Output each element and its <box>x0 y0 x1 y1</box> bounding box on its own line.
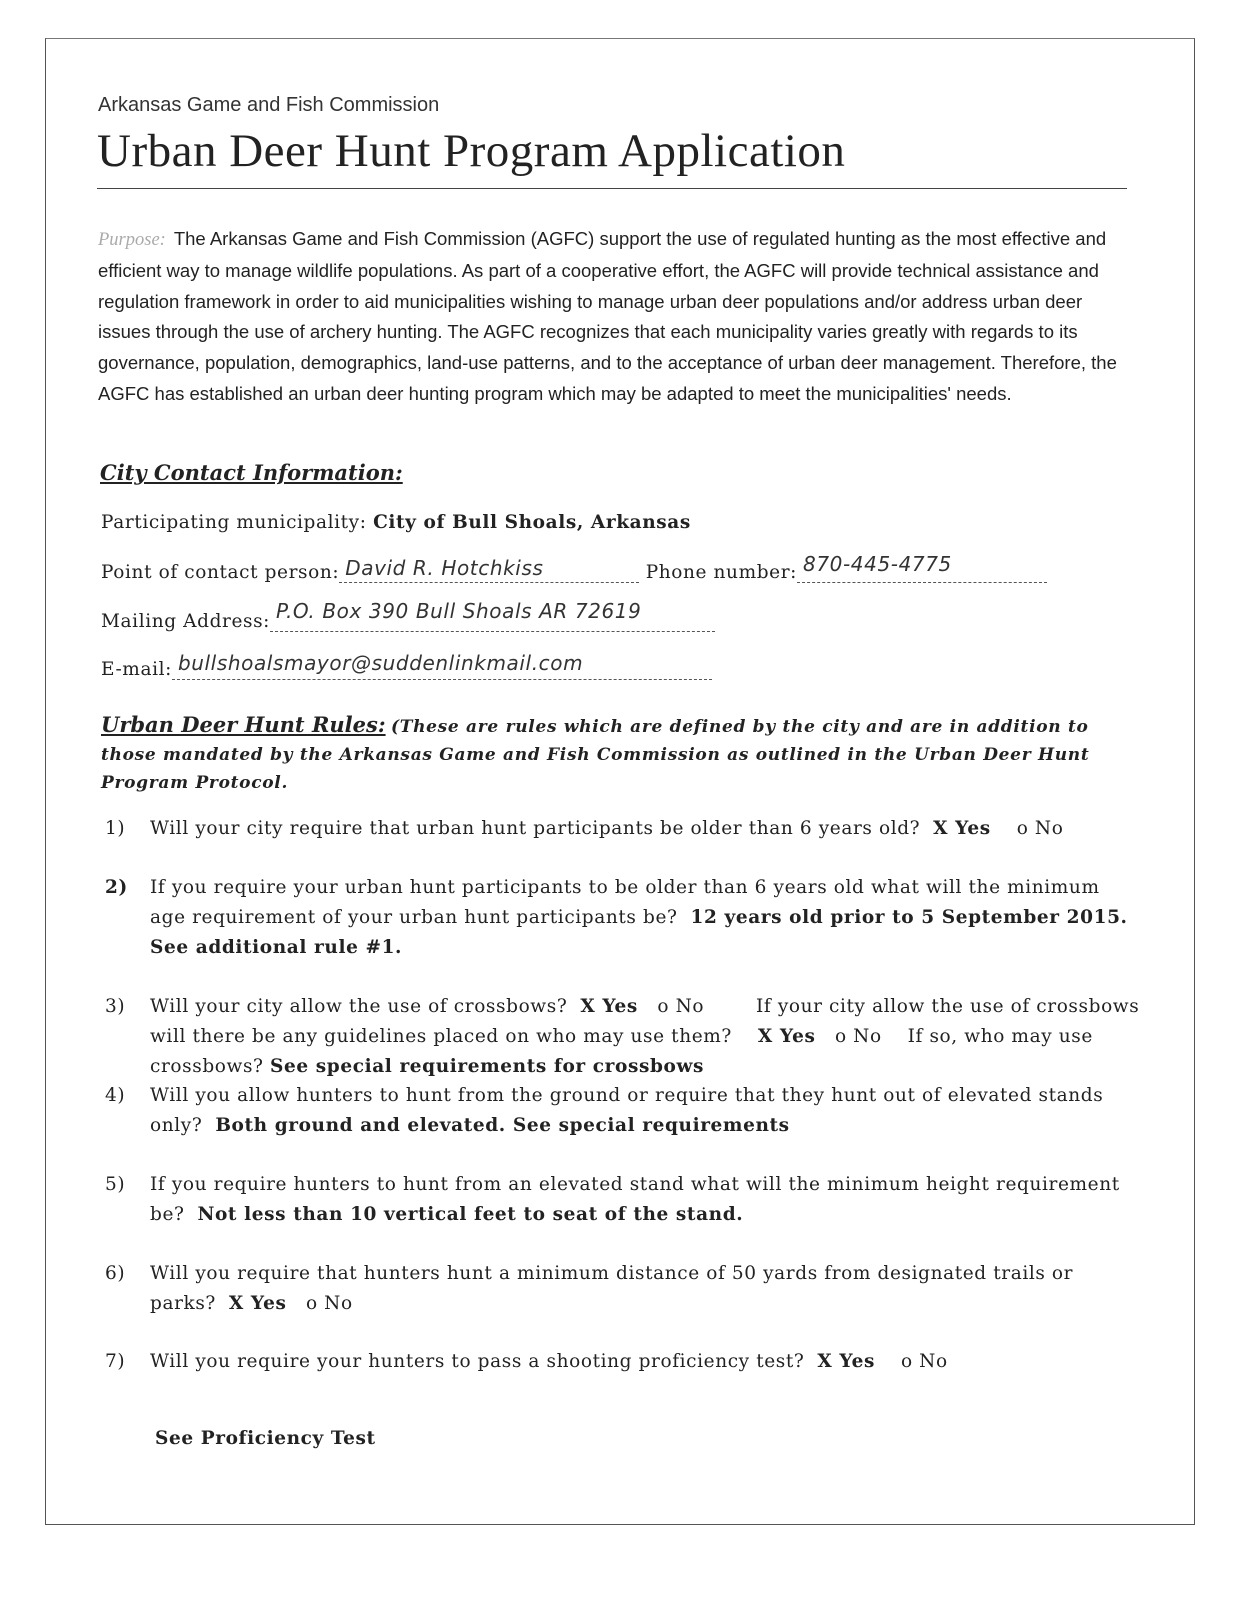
rules-heading: Urban Deer Hunt Rules: <box>101 712 386 737</box>
question-number: 7) <box>105 1351 126 1372</box>
question-text: Will you require your hunters to pass a shooting proficiency test? <box>150 1351 805 1372</box>
question-7 <box>100 1347 1140 1377</box>
email-row <box>101 651 712 680</box>
question-4 <box>100 1081 1140 1141</box>
question-number: 5) <box>105 1174 126 1195</box>
phone-label: Phone number: <box>645 562 797 583</box>
municipality-label: Participating municipality: <box>101 512 367 533</box>
municipality-value: City of Bull Shoals, Arkansas <box>373 512 691 533</box>
title-divider <box>97 188 1127 189</box>
question-number: 3) <box>105 996 126 1017</box>
question-number: 1) <box>105 818 126 839</box>
question-5 <box>100 1170 1140 1230</box>
address-field[interactable] <box>270 599 715 632</box>
purpose-label: Purpose: <box>98 230 166 250</box>
proficiency-test-note: See Proficiency Test <box>155 1428 376 1449</box>
address-row <box>101 599 715 632</box>
address-label: Mailing Address: <box>101 611 271 632</box>
person-value: David R. Hotchkiss <box>345 556 544 580</box>
question-text: Will you require that hunters hunt a minimum distance of 50 yards from designated trails or parks? <box>150 1263 1074 1314</box>
person-label: Point of contact person: <box>101 562 340 583</box>
question-text: If you require your urban hunt participants to be older than 6 years old what will the minimum age requirement of your urban hunt participants be? <box>150 877 1100 928</box>
question-1 <box>100 814 1140 844</box>
question-number: 6) <box>105 1263 126 1284</box>
question-number: 2) <box>105 877 128 898</box>
email-value: bullshoalsmayor@suddenlinkmail.com <box>177 651 584 675</box>
answer-text: 12 years old prior to 5 September 2015. See additional rule #1. <box>150 907 1128 958</box>
answer-yes-checked[interactable]: X Yes <box>817 1351 876 1372</box>
answer2-no-option[interactable]: o No <box>834 1026 882 1047</box>
organization-name: Arkansas Game and Fish Commission <box>98 94 440 116</box>
contact-person-row <box>101 552 1047 583</box>
question-text: Will your city require that urban hunt participants be older than 6 years old? <box>150 818 921 839</box>
address-value: P.O. Box 390 Bull Shoals AR 72619 <box>276 599 642 623</box>
answer-no-option[interactable]: o No <box>657 996 705 1017</box>
question-text: Will you allow hunters to hunt from the ground or require that they hunt out of elevated stands only? <box>150 1085 1104 1136</box>
purpose-paragraph <box>98 224 1138 410</box>
question-2 <box>100 873 1140 963</box>
answer-yes-checked[interactable]: X Yes <box>580 996 638 1017</box>
person-field[interactable] <box>339 558 639 583</box>
contact-heading: City Contact Information: <box>100 460 403 485</box>
question-text: If you require hunters to hunt from an elevated stand what will the minimum height requirement be? <box>150 1174 1120 1225</box>
answer-text: Both ground and elevated. See special requirements <box>215 1115 790 1136</box>
rules-intro: (These are rules which are defined by the city and are in addition to those mandated by the Arkansas Game and Fish Commission as outlined in the Urban Deer Hunt Program Protocol. <box>101 717 1090 793</box>
answer-no-option[interactable]: o No <box>305 1293 353 1314</box>
question-text-3: If so, who may use crossbows? <box>150 1026 1093 1077</box>
answer3-text: See special requirements for crossbows <box>270 1056 704 1077</box>
answer-yes-checked[interactable]: X Yes <box>933 818 991 839</box>
phone-field[interactable] <box>797 552 1047 583</box>
answer-text: Not less than 10 vertical feet to seat of the stand. <box>197 1204 744 1225</box>
purpose-text: The Arkansas Game and Fish Commission (AGFC) support the use of regulated hunting as the most effective and efficient way to manage wildlife populations. As part of a cooperative effort, the AGFC will provide technical assistance and regulation framework in order to aid municipalities wishing to manage urban deer populations and/or address urban deer issues through the use of archery hunting. The AGFC recognizes that each municipality varies greatly with regards to its governance, population, demographics, land-use patterns, and to the acceptance of urban deer management. Therefore, the AGFC has established an urban deer hunting program which may be adapted to meet the municipalities' needs. <box>98 228 1117 404</box>
answer-no-option[interactable]: o No <box>900 1351 948 1372</box>
question-3 <box>100 992 1140 1082</box>
question-number: 4) <box>105 1085 126 1106</box>
question-text-2: If your city allow the use of crossbows will there be any guidelines placed on who may use them? <box>150 996 1140 1047</box>
question-text: Will your city allow the use of crossbows? <box>150 996 568 1017</box>
answer-yes-checked[interactable]: X Yes <box>228 1293 287 1314</box>
answer-no-option[interactable]: o No <box>1016 818 1064 839</box>
page-title: Urban Deer Hunt Program Application <box>97 125 846 177</box>
question-6 <box>100 1259 1140 1319</box>
phone-value: 870-445-4775 <box>803 552 952 576</box>
email-label: E-mail: <box>101 659 172 680</box>
rules-intro-block <box>101 711 1141 797</box>
municipality-row <box>101 512 691 533</box>
email-field[interactable] <box>172 651 712 680</box>
answer2-yes-checked[interactable]: X Yes <box>757 1026 816 1047</box>
